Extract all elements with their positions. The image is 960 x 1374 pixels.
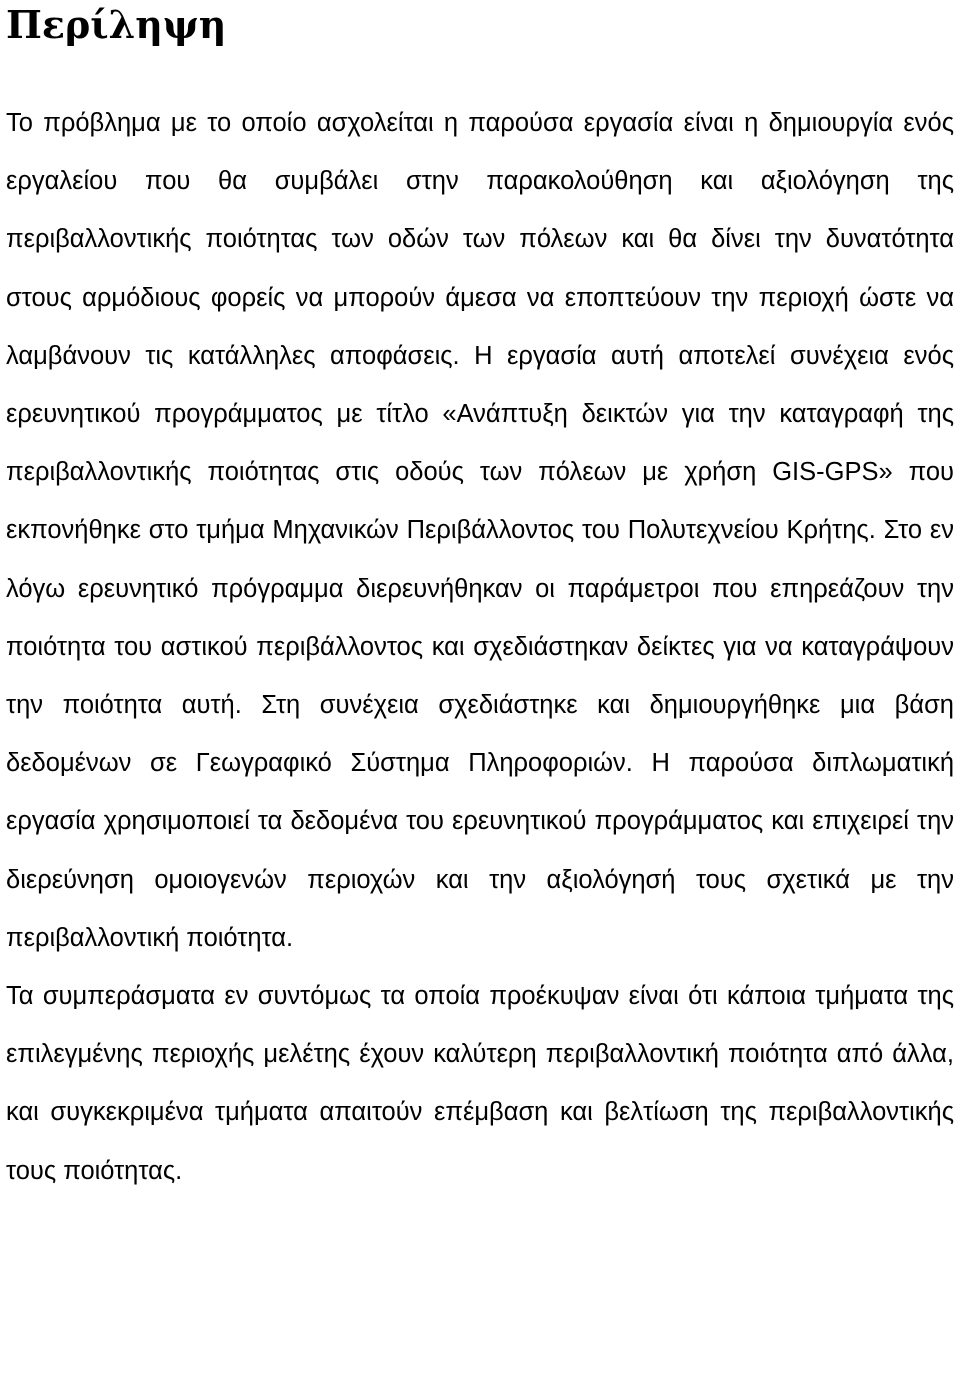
abstract-paragraph-2: Τα συμπεράσματα εν συντόμως τα οποία προέκυψαν είναι ότι κάποια τμήματα της επιλεγμένης περιοχής μελέτης έχουν καλύτερη περιβαλλοντική ποιότητα από άλλα, και συγκεκριμένα τμήματα απαιτούν επέμβαση και βελτίωση της περιβαλλοντικής τους ποιότητας. (6, 982, 954, 1185)
page-title: Περίληψη (6, 2, 227, 47)
abstract-body (6, 94, 954, 1200)
abstract-paragraph-1: Το πρόβλημα με το οποίο ασχολείται η παρούσα εργασία είναι η δημιουργία ενός εργαλείου που θα συμβάλει στην παρακολούθηση και αξιολόγηση της περιβαλλοντικής ποιότητας των οδών των πόλεων και θα δίνει την δυνατότητα στους αρμόδιους φορείς να μπορούν άμεσα να εποπτεύουν την περιοχή ώστε να λαμβάνουν τις κατάλληλες αποφάσεις. Η εργασία αυτή αποτελεί συνέχεια ενός ερευνητικού προγράμματος με τίτλο «Ανάπτυξη δεικτών για την καταγραφή της περιβαλλοντικής ποιότητας στις οδούς των πόλεων με χρήση GIS-GPS» που εκπονήθηκε στο τμήμα Μηχανικών Περιβάλλοντος του Πολυτεχνείου Κρήτης. Στο εν λόγω ερευνητικό πρόγραμμα διερευνήθηκαν οι παράμετροι που επηρεάζουν την ποιότητα του αστικού περιβάλλοντος και σχεδιάστηκαν δείκτες για να καταγράψουν την ποιότητα αυτή. Στη συνέχεια σχεδιάστηκε και δημιουργήθηκε μια βάση δεδομένων σε Γεωγραφικό Σύστημα Πληροφοριών. Η παρούσα διπλωματική εργασία χρησιμοποιεί τα δεδομένα του ερευνητικού προγράμματος και επιχειρεί την διερεύνηση ομοιογενών περιοχών και την αξιολόγησή τους σχετικά με την περιβαλλοντική ποιότητα. (6, 109, 954, 952)
